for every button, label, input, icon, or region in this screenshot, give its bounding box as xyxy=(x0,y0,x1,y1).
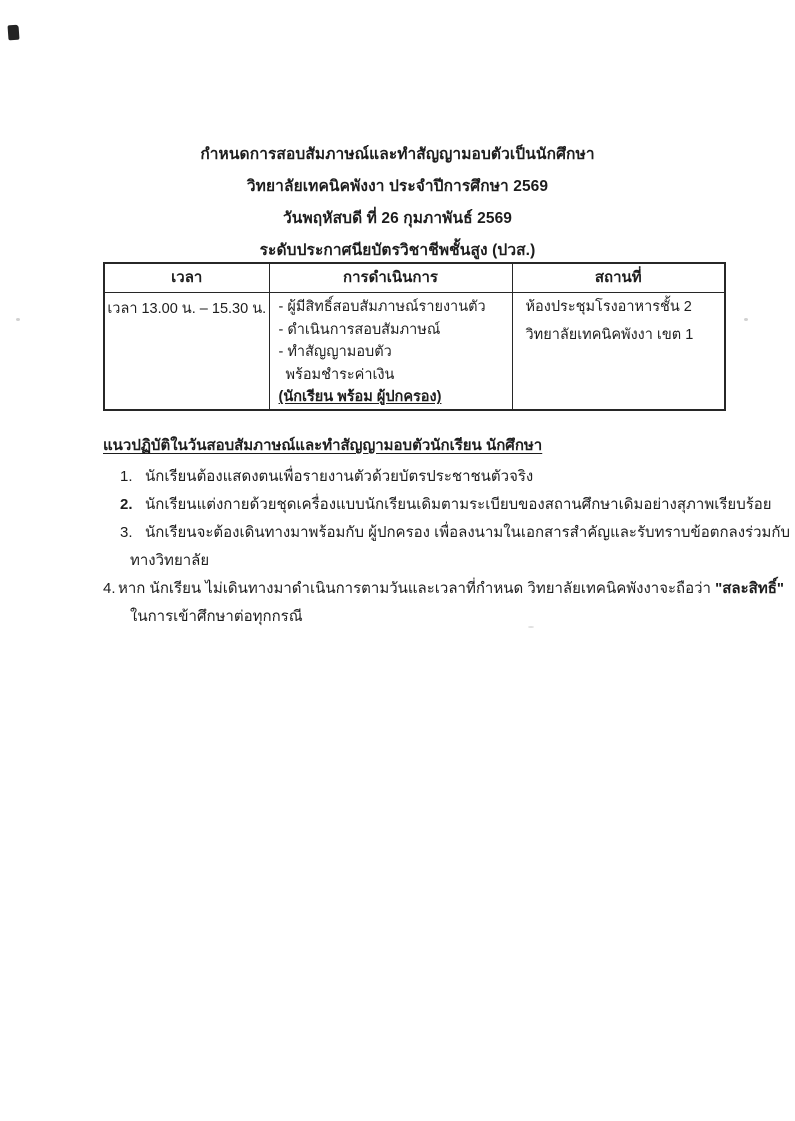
scan-speck xyxy=(16,318,20,321)
procedure-item-1: - ผู้มีสิทธิ์สอบสัมภาษณ์รายงานตัว xyxy=(278,299,486,315)
col-header-procedure: การดำเนินการ xyxy=(269,263,512,293)
guideline-item-3 xyxy=(103,519,791,547)
scan-ink-blob-artifact xyxy=(7,25,19,41)
guideline-text-1: นักเรียนต้องแสดงตนเพื่อรายงานตัวด้วยบัตรประชาชนตัวจริง xyxy=(145,468,534,485)
document-title-line-1: กำหนดการสอบสัมภาษณ์และทำสัญญามอบตัวเป็นนักศึกษา xyxy=(200,146,595,163)
guideline-item-4-continuation xyxy=(103,603,743,631)
guideline-item-2 xyxy=(103,491,772,519)
document-title-block xyxy=(0,139,795,267)
schedule-table xyxy=(103,262,726,411)
guideline-item-3-continuation xyxy=(103,547,743,575)
guideline-number-4: 4. xyxy=(103,580,116,597)
procedure-item-4: พร้อมชำระค่าเงิน xyxy=(285,366,395,383)
guideline-text-4-cont: ในการเข้าศึกษาต่อทุกกรณี xyxy=(130,608,303,625)
guideline-number-3: 3. xyxy=(120,524,133,541)
location-cell xyxy=(512,293,725,410)
col-header-time: เวลา xyxy=(104,263,269,293)
schedule-table-row xyxy=(104,293,725,410)
time-cell: เวลา 13.00 น. – 15.30 น. xyxy=(104,293,269,410)
participants-note: (นักเรียน พร้อม ผู้ปกครอง) xyxy=(278,389,442,406)
guidelines-heading: แนวปฏิบัติในวันสอบสัมภาษณ์และทำสัญญามอบตัวนักเรียน นักศึกษา xyxy=(103,437,543,454)
guideline-text-4: หาก นักเรียน ไม่เดินทางมาดำเนินการตามวันและเวลาที่กำหนด วิทยาลัยเทคนิคพังงาจะถือว่า "สละสิทธิ์" xyxy=(118,580,784,597)
procedure-item-2: - ดำเนินการสอบสัมภาษณ์ xyxy=(278,321,441,338)
guideline-item-4 xyxy=(103,575,784,603)
guideline-text-3: นักเรียนจะต้องเดินทางมาพร้อมกับ ผู้ปกครอง เพื่อลงนามในเอกสารสำคัญและรับทราบข้อตกลงร่วมกับ xyxy=(145,524,791,541)
document-title-line-3: วันพฤหัสบดี ที่ 26 กุมภาพันธ์ 2569 xyxy=(282,210,513,227)
scan-speck xyxy=(744,318,748,321)
col-header-location: สถานที่ xyxy=(512,263,725,293)
forfeit-rights-emphasis: "สละสิทธิ์" xyxy=(715,580,784,597)
location-line-2: วิทยาลัยเทคนิคพังงา เขต 1 xyxy=(525,327,694,343)
procedure-item-3: - ทำสัญญามอบตัว xyxy=(278,344,392,361)
location-line-1: ห้องประชุมโรงอาหารชั้น 2 xyxy=(525,299,692,315)
guidelines-section xyxy=(103,436,791,631)
guideline-text-2: นักเรียนแต่งกายด้วยชุดเครื่องแบบนักเรียนเดิมตามระเบียบของสถานศึกษาเดิมอย่างสุภาพเรียบร้อย xyxy=(145,496,772,513)
guideline-number-2: 2. xyxy=(120,496,133,513)
guideline-number-1: 1. xyxy=(120,468,133,485)
document-title-line-4: ระดับประกาศนียบัตรวิชาชีพชั้นสูง (ปวส.) xyxy=(259,242,536,259)
guideline-item-1 xyxy=(103,463,743,491)
guideline-text-3-cont: ทางวิทยาลัย xyxy=(130,552,210,569)
schedule-table-header-row xyxy=(104,263,725,293)
document-title-line-2: วิทยาลัยเทคนิคพังงา ประจำปีการศึกษา 2569 xyxy=(246,178,549,195)
procedure-cell xyxy=(269,293,512,410)
